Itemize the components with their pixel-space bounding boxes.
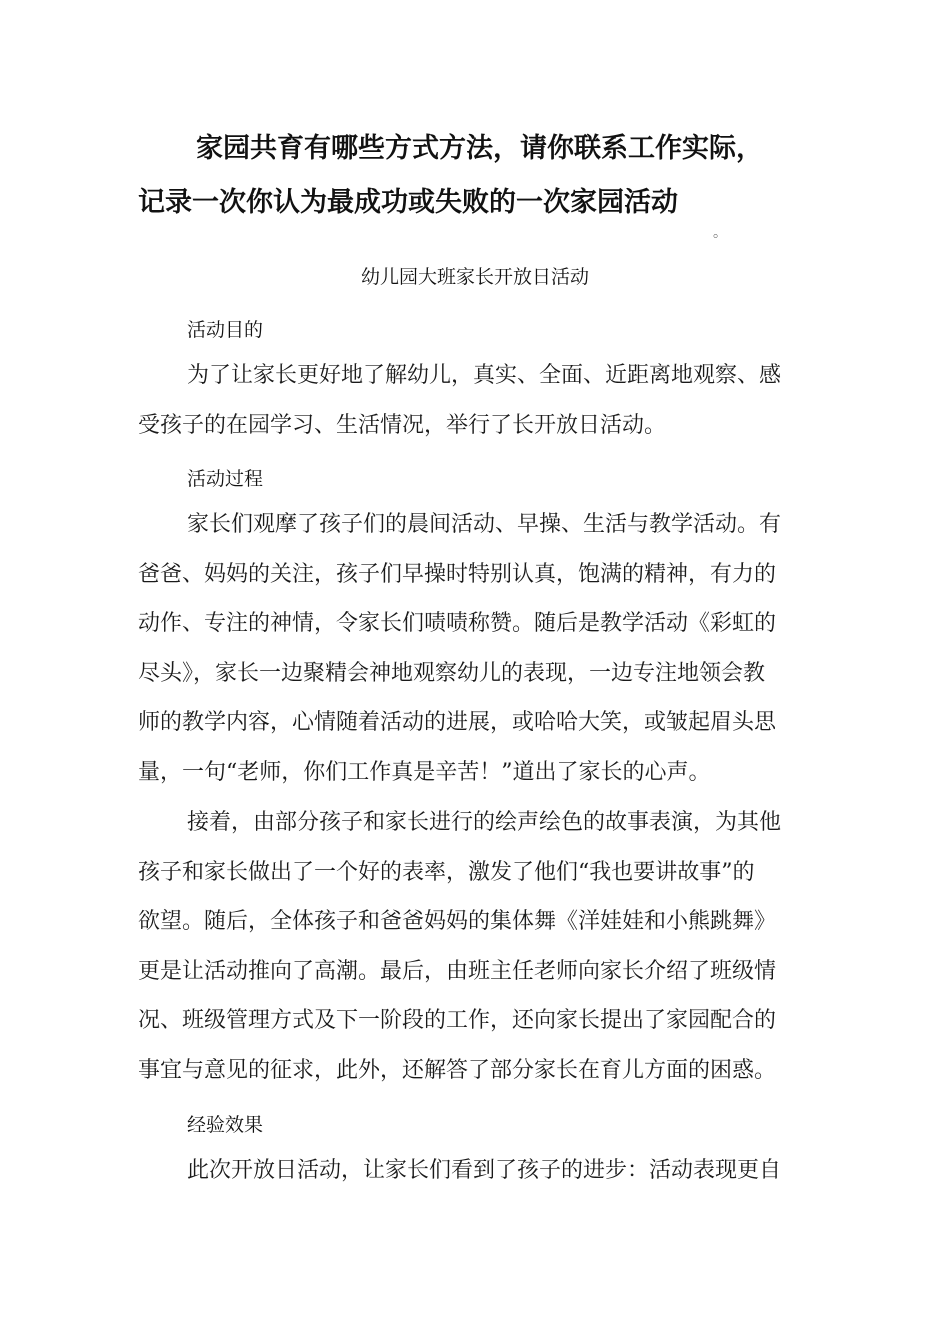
paragraph-line: 接着，由部分孩子和家长进行的绘声绘色的故事表演，为其他: [187, 810, 782, 835]
paragraph-line: 孩子和家长做出了一个好的表率，激发了他们“我也要讲故事”的: [138, 859, 755, 885]
paragraph-line: 受孩子的在园学习、生活情况，举行了长开放日活动。: [138, 412, 667, 438]
paragraph-process-1: [138, 500, 818, 797]
document-title-line-2: 记录一次你认为最成功或失败的一次家园活动: [138, 187, 678, 218]
paragraph-line: 况、班级管理方式及下一阶段的工作，还向家长提出了家园配合的: [138, 1008, 777, 1033]
paragraph-line: 动作、专注的神情，令家长们啧啧称赞。随后是教学活动《彩虹的: [138, 611, 777, 636]
paragraph-process-2: [138, 798, 818, 1095]
paragraph-effect: [138, 1146, 818, 1196]
paragraph-line: 师的教学内容，心情随着活动的进展，或哈哈大笑，或皱起眉头思: [138, 710, 777, 735]
title-trailing-dot: 。: [713, 225, 727, 241]
section-heading-effect: 经验效果: [187, 1114, 264, 1136]
paragraph-line: 爸爸、妈妈的关注，孩子们早操时特别认真，饱满的精神，有力的: [138, 561, 777, 587]
paragraph-line: 尽头》，家长一边聚精会神地观察幼儿的表现，一边专注地领会教: [138, 660, 766, 686]
document-title-line-1: 家园共育有哪些方式方法，请你联系工作实际，: [196, 133, 763, 164]
paragraph-line: 此次开放日活动，让家长们看到了孩子的进步：活动表现更自: [187, 1158, 782, 1183]
paragraph-line: 更是让活动推向了高潮。最后，由班主任老师向家长介绍了班级情: [138, 958, 777, 984]
section-heading-purpose: 活动目的: [187, 319, 264, 341]
paragraph-line: 量，一句“老师，你们工作真是辛苦！”道出了家长的心声。: [138, 759, 711, 785]
paragraph-line: 为了让家长更好地了解幼儿，真实、全面、近距离地观察、感: [187, 363, 782, 388]
paragraph-line: 事宜与意见的征求，此外，还解答了部分家长在育儿方面的困惑。: [138, 1057, 777, 1083]
document-subtitle: 幼儿园大班家长开放日活动: [360, 266, 589, 288]
paragraph-purpose: [138, 351, 818, 450]
paragraph-line: 家长们观摩了孩子们的晨间活动、早操、生活与教学活动。有: [187, 512, 782, 537]
section-heading-process: 活动过程: [187, 468, 264, 490]
paragraph-line: 欲望。随后，全体孩子和爸爸妈妈的集体舞《洋娃娃和小熊跳舞》: [138, 909, 777, 934]
